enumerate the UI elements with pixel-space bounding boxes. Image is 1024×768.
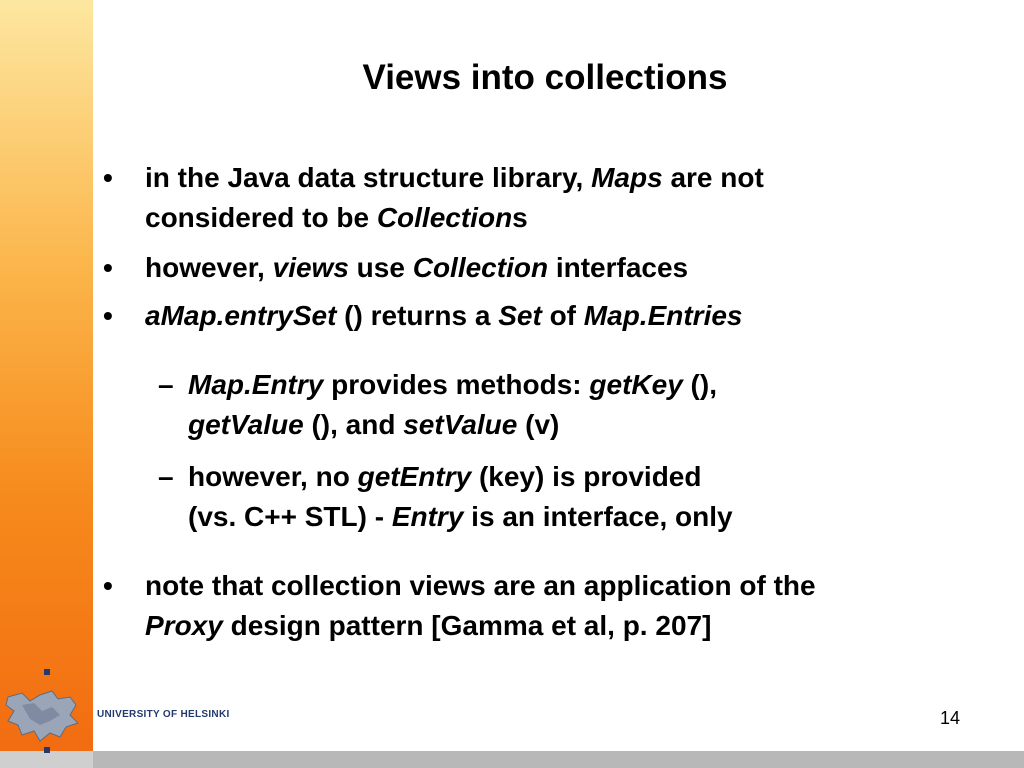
text-run: of: [541, 300, 584, 331]
text-run: provides methods:: [323, 369, 590, 400]
italic-run: Collection: [412, 252, 549, 283]
text-run: (key) is provided: [471, 461, 702, 492]
bullet-marker: •: [103, 162, 113, 193]
text-run: in the Java data structure library,: [145, 162, 592, 193]
text-run: use: [348, 252, 413, 283]
text-run: note that collection views are an application of the: [145, 570, 816, 601]
italic-run: Set: [498, 300, 542, 331]
text-run: s: [512, 202, 528, 233]
italic-run: Collection: [376, 202, 513, 233]
italic-run: Maps: [591, 162, 663, 193]
page-number: 14: [940, 708, 961, 728]
text-run: () returns a: [336, 300, 499, 331]
text-run: is an interface, only: [463, 501, 733, 532]
italic-run: Entry: [391, 501, 464, 532]
text-run: design pattern [Gamma et al, p. 207]: [222, 610, 712, 641]
logo-square: [44, 669, 50, 675]
university-logo-icon: [0, 665, 92, 765]
text-run: however,: [145, 252, 273, 283]
dash-marker: –: [158, 461, 174, 492]
sub-bullet-text: [188, 365, 717, 445]
italic-run: views: [272, 252, 349, 283]
bullet-marker: •: [103, 570, 113, 601]
bullet-text: [145, 296, 743, 336]
bullet-text: [145, 248, 688, 288]
footer-bar: [0, 751, 1024, 768]
sub-item-get-entry: [158, 457, 978, 539]
bullet-text: [145, 566, 816, 646]
italic-run: Map.Entries: [583, 300, 743, 331]
italic-run: setValue: [403, 409, 518, 440]
italic-run: getKey: [589, 369, 683, 400]
text-run: (vs. C++ STL) -: [188, 501, 392, 532]
sub-bullet-text: [188, 457, 733, 537]
text-run: considered to be: [145, 202, 377, 233]
italic-run: aMap.entrySet: [145, 300, 337, 331]
bullet-marker: •: [103, 252, 113, 283]
text-run: interfaces: [548, 252, 689, 283]
text-run: (v): [517, 409, 560, 440]
italic-run: getValue: [188, 409, 304, 440]
bullet-item-views: [103, 248, 983, 288]
slide-title: Views into collections: [362, 58, 728, 97]
text-run: (), and: [303, 409, 404, 440]
dash-marker: –: [158, 369, 174, 400]
bullet-item-proxy: [103, 566, 983, 648]
text-run: (),: [682, 369, 717, 400]
text-run: are not: [662, 162, 764, 193]
orange-sidebar: [0, 0, 93, 768]
italic-run: getEntry: [357, 461, 472, 492]
university-name: UNIVERSITY OF HELSINKI: [97, 709, 230, 720]
bullet-text: [145, 158, 764, 238]
bullet-item-entryset: [103, 296, 983, 336]
bullet-item-maps: [103, 158, 983, 240]
sub-item-map-entry: [158, 365, 978, 447]
italic-run: Proxy: [145, 610, 223, 641]
bullet-marker: •: [103, 300, 113, 331]
italic-run: Map.Entry: [188, 369, 324, 400]
text-run: however, no: [188, 461, 358, 492]
logo-square: [44, 747, 50, 753]
